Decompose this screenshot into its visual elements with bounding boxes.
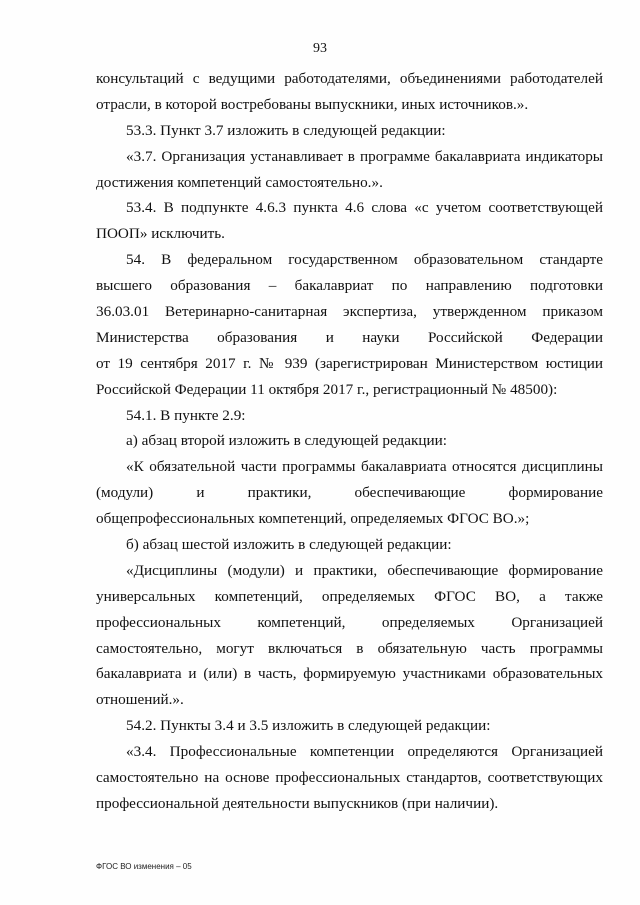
text-line: «3.4. Профессиональные компетенции определяются Организацией [126, 743, 603, 761]
text-line: от 19 сентября 2017 г. № 939 (зарегистрирован Министерством юстиции [96, 354, 603, 372]
text-line: Министерства образования и науки Российской Федерации [96, 328, 603, 346]
text-line: а) абзац второй изложить в следующей редакции: [126, 432, 448, 450]
text-line: 54. В федеральном государственном образовательном стандарте [126, 251, 603, 269]
text-line: высшего образования – бакалавриат по направлению подготовки [96, 277, 603, 295]
text-line: «Дисциплины (модули) и практики, обеспечивающие формирование [126, 561, 603, 579]
page-footer: ФГОС ВО изменения – 05 [96, 862, 192, 871]
text-line: 53.3. Пункт 3.7 изложить в следующей редакции: [126, 121, 446, 139]
page-number: 93 [313, 41, 327, 56]
text-line: достижения компетенций самостоятельно.». [96, 173, 383, 191]
text-line: Российской Федерации 11 октября 2017 г., регистрационный № 48500): [96, 380, 558, 398]
text-line: бакалавриата и (или) в часть, формируемую участниками образовательных [96, 665, 603, 683]
text-line: универсальных компетенций, определяемых ФГОС ВО, а также [96, 587, 603, 605]
text-line: профессиональной деятельности выпускников (при наличии). [96, 794, 499, 812]
text-line: «К обязательной части программы бакалавриата относятся дисциплины [126, 458, 603, 476]
document-body [96, 66, 603, 817]
text-line: общепрофессиональных компетенций, определяемых ФГОС ВО.»; [96, 510, 530, 528]
text-line: 53.4. В подпункте 4.6.3 пункта 4.6 слова «с учетом соответствующей [126, 199, 603, 217]
text-line: профессиональных компетенций, определяемых Организацией [96, 613, 603, 631]
text-line: б) абзац шестой изложить в следующей редакции: [126, 536, 452, 554]
text-line: консультаций с ведущими работодателями, объединениями работодателей [96, 70, 603, 87]
text-line: отношений.». [96, 691, 184, 709]
text-line: ПООП» исключить. [96, 225, 225, 243]
text-line: самостоятельно на основе профессиональных стандартов, соответствующих [96, 769, 603, 787]
text-line: отрасли, в которой востребованы выпускники, иных источников.». [96, 95, 529, 113]
text-line: 36.03.01 Ветеринарно-санитарная экспертиза, утвержденном приказом [96, 303, 603, 321]
text-line: «3.7. Организация устанавливает в программе бакалавриата индикаторы [126, 147, 603, 165]
text-line: самостоятельно, могут включаться в обязательную часть программы [96, 639, 603, 657]
text-line: 54.1. В пункте 2.9: [126, 406, 246, 424]
text-line: (модули) и практики, обеспечивающие формирование [96, 484, 603, 502]
text-line: 54.2. Пункты 3.4 и 3.5 изложить в следующей редакции: [126, 717, 491, 735]
